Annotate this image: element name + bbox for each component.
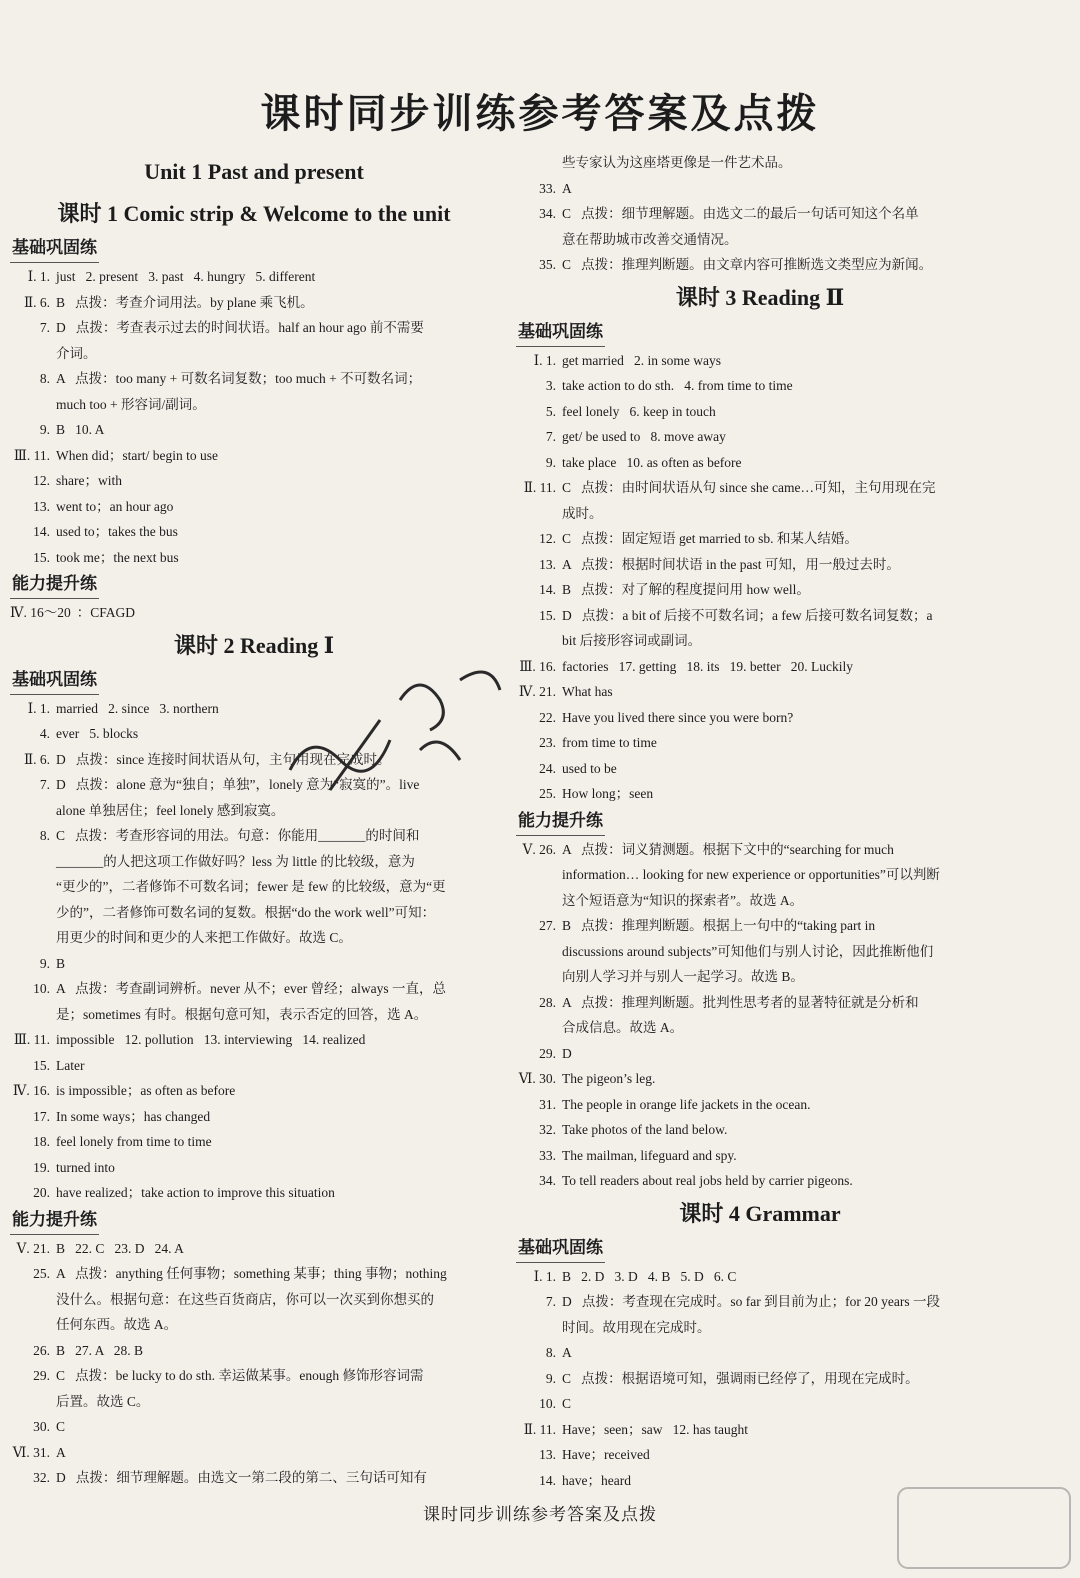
answer-line: [516, 1092, 1004, 1118]
answer-text: is impossible；as often as before: [56, 1083, 236, 1098]
section-heading: [516, 318, 1004, 346]
answer-line: [516, 1117, 1004, 1143]
answer-line: [10, 1414, 498, 1440]
answer-line: [516, 373, 1004, 399]
answer-number: 33.: [539, 180, 556, 196]
answer-line: [516, 501, 1004, 527]
answer-number: 30.: [33, 1419, 50, 1434]
answer-text: A 点拨：根据时间状语 in the past 可知，用一般过去时。: [562, 556, 900, 572]
lesson-title: 课时 3 Reading Ⅱ: [675, 284, 845, 310]
answer-text: information… looking for new experience or opportunities”可以判断: [562, 867, 940, 882]
answer-number: [10, 1287, 56, 1313]
section-title: 能力提升练: [516, 807, 605, 836]
answer-line: [516, 526, 1004, 552]
answer-number: 13.: [539, 556, 556, 572]
answer-text: To tell readers about real jobs held by carrier pigeons.: [562, 1173, 853, 1188]
answer-number: Ⅳ. 21.: [518, 684, 556, 699]
answer-text: married 2. since 3. northern: [56, 700, 219, 716]
answer-line: [516, 837, 1004, 863]
answer-text: take action to do sth. 4. from time to time: [562, 378, 793, 393]
answer-text: C 点拨：推理判断题。由文章内容可推断选文类型应为新闻。: [562, 257, 933, 272]
answer-text: 意在帮助城市改善交通情况。: [562, 231, 738, 247]
answer-text: B: [56, 955, 66, 971]
answer-line: [516, 252, 1004, 278]
section-title: 能力提升练: [10, 570, 99, 599]
answer-text: B 27. A 28. B: [56, 1342, 144, 1358]
section-title: 基础巩固练: [516, 318, 605, 347]
answer-number: 25.: [539, 786, 556, 801]
answer-number: [516, 1315, 562, 1341]
answer-text: How long；seen: [562, 786, 654, 801]
answer-line: [516, 756, 1004, 782]
answer-number: 29.: [33, 1368, 50, 1383]
answer-number: 19.: [33, 1159, 50, 1175]
answer-number: 20.: [33, 1185, 50, 1200]
answer-line: [10, 417, 498, 443]
answer-line: [10, 976, 498, 1002]
answer-text: 后置。故选 C。: [56, 1393, 150, 1409]
answer-number: Ⅰ. 1.: [533, 352, 556, 368]
answer-text: from time to time: [562, 735, 657, 750]
answer-text: B 点拨：对了解的程度提问用 how well。: [562, 582, 810, 597]
answer-number: 14.: [33, 524, 50, 539]
answer-number: [10, 900, 56, 926]
answer-text: took me；the next bus: [56, 549, 179, 565]
answer-number: 31.: [539, 1096, 556, 1112]
answer-text: A 点拨：推理判断题。批判性思考者的显著特征就是分析和: [562, 994, 919, 1010]
answer-line: [10, 1465, 498, 1491]
answer-text: used to；takes the bus: [56, 524, 178, 539]
right-column: [516, 150, 1004, 1493]
answer-line: [516, 348, 1004, 374]
answer-line: [516, 730, 1004, 756]
answer-text: 任何东西。故选 A。: [56, 1317, 178, 1332]
section-title: 基础巩固练: [516, 1234, 605, 1263]
answer-number: [516, 1015, 562, 1041]
answer-number: 17.: [33, 1108, 50, 1124]
answer-line: [10, 519, 498, 545]
answer-text: C 点拨：由时间状语从句 since she came…可知，主句用现在完: [562, 480, 936, 495]
answer-line: [10, 264, 498, 290]
answer-text: When did；start/ begin to use: [56, 447, 218, 463]
answer-line: [10, 468, 498, 494]
answer-text: What has: [562, 684, 613, 699]
answer-number: 34.: [539, 1173, 556, 1188]
answer-line: [516, 1168, 1004, 1194]
answer-number: 32.: [539, 1122, 556, 1137]
answer-text: C: [562, 1396, 572, 1411]
answer-line: [516, 990, 1004, 1016]
answer-number: 5.: [545, 403, 556, 419]
answer-number: Ⅱ. 6.: [23, 751, 50, 767]
answer-line: [10, 1312, 498, 1338]
answer-line: [10, 1287, 498, 1313]
answer-text: share；with: [56, 473, 122, 488]
answer-number: 8.: [39, 371, 50, 386]
answer-line: [10, 1389, 498, 1415]
answer-text: 成时。: [562, 505, 603, 521]
answer-number: 14.: [539, 582, 556, 597]
answer-line: [516, 939, 1004, 965]
answer-number: [516, 964, 562, 990]
answer-line: [10, 315, 498, 341]
answer-number: 12.: [33, 473, 50, 488]
answer-line: [516, 399, 1004, 425]
answer-line: [10, 341, 498, 367]
answer-text: 这个短语意为“知识的探索者”。故选 A。: [562, 892, 804, 908]
answer-number: 29.: [539, 1045, 556, 1061]
answer-number: 3.: [545, 378, 556, 393]
answer-line: [516, 176, 1004, 202]
answer-number: [516, 888, 562, 914]
answer-number: 7.: [39, 320, 50, 335]
answer-text: much too + 形容词/副词。: [56, 396, 206, 412]
answer-text: D 点拨：a bit of 后接不可数名词；a few 后接可数名词复数；a: [562, 607, 933, 623]
answer-number: [516, 150, 562, 176]
answer-line: [516, 1366, 1004, 1392]
answer-text: ever 5. blocks: [56, 726, 139, 741]
answer-number: 9.: [545, 454, 556, 470]
answer-text: C 点拨：细节理解题。由选文二的最后一句话可知这个名单: [562, 206, 919, 221]
answer-text: C 点拨：根据语境可知，强调雨已经停了，用现在完成时。: [562, 1370, 919, 1386]
answer-text: take place 10. as often as before: [562, 454, 742, 470]
answer-text: A 点拨：too many + 可数名词复数；too much + 不可数名词；: [56, 371, 422, 386]
section-heading: [10, 234, 498, 262]
section-heading: [10, 1206, 498, 1234]
answer-text: 合成信息。故选 A。: [562, 1020, 684, 1035]
answer-text: B 点拨：推理判断题。根据上一句中的“taking part in: [562, 918, 876, 933]
answer-line: [516, 781, 1004, 807]
section-heading: [516, 1234, 1004, 1262]
answer-text: went to；an hour ago: [56, 498, 174, 514]
answer-line: [10, 849, 498, 875]
answer-text: bit 后接形容词或副词。: [562, 633, 702, 648]
answer-number: Ⅱ. 6.: [23, 294, 50, 310]
answer-number: 26.: [33, 1342, 50, 1358]
answer-text: _______的人把这项工作做好吗？less 为 little 的比较级，意为: [56, 853, 415, 869]
answer-number: 8.: [39, 828, 50, 843]
lesson-title: 课时 2 Reading Ⅰ: [173, 632, 335, 658]
answer-line: [516, 1289, 1004, 1315]
answer-line: [516, 603, 1004, 629]
answer-line: [516, 552, 1004, 578]
answer-text: The pigeon’s leg.: [562, 1071, 656, 1086]
answer-number: 8.: [545, 1345, 556, 1360]
answer-number: 9.: [545, 1370, 556, 1386]
section-title: 能力提升练: [10, 1206, 99, 1235]
answer-number: Ⅵ. 30.: [518, 1071, 556, 1086]
answer-text: get/ be used to 8. move away: [562, 429, 726, 444]
answer-line: [516, 450, 1004, 476]
answer-text: C 点拨：固定短语 get married to sb. 和某人结婚。: [562, 531, 858, 546]
answer-line: [516, 1417, 1004, 1443]
answer-line: [10, 1104, 498, 1130]
answer-line: [516, 475, 1004, 501]
answer-number: [10, 1389, 56, 1415]
answer-line: [10, 1002, 498, 1028]
answer-text: used to be: [562, 760, 617, 776]
answer-number: Ⅵ. 31.: [12, 1444, 50, 1460]
answer-line: [10, 925, 498, 951]
answer-text: A 点拨：词义猜测题。根据下文中的“searching for much: [562, 841, 894, 857]
answer-text: have；heard: [562, 1472, 631, 1488]
lesson-title: 课时 4 Grammar: [679, 1200, 841, 1226]
answer-number: [516, 939, 562, 965]
answer-number: [516, 862, 562, 888]
handwritten-scribble: [270, 640, 510, 800]
answer-line: [10, 951, 498, 977]
answer-text: ：CFAGD: [76, 605, 136, 620]
answer-text: 些专家认为这座塔更像是一件艺术品。: [562, 155, 792, 170]
answer-number: [10, 1002, 56, 1028]
answer-line: [10, 1078, 498, 1104]
answer-line: [10, 1236, 498, 1262]
answer-text: turned into: [56, 1159, 115, 1175]
answer-number: 32.: [33, 1470, 50, 1485]
answer-number: [10, 341, 56, 367]
answer-line: [516, 862, 1004, 888]
answer-number: 7.: [545, 1294, 556, 1309]
answer-text: get married 2. in some ways: [562, 352, 721, 368]
answer-text: alone 单独居住；feel lonely 感到寂寞。: [56, 802, 285, 818]
answer-line: [10, 290, 498, 316]
answer-text: just 2. present 3. past 4. hungry 5. different: [56, 269, 316, 284]
answer-line: [516, 150, 1004, 176]
answer-line: [516, 964, 1004, 990]
answer-line: [516, 1015, 1004, 1041]
answer-line: [10, 1053, 498, 1079]
answer-text: C 点拨：be lucky to do sth. 幸运做某事。enough 修饰形容词需: [56, 1368, 424, 1383]
answer-text: The mailman, lifeguard and spy.: [562, 1147, 737, 1163]
answer-text: Have you lived there since you were born?: [562, 709, 794, 725]
left-column: [10, 150, 498, 1491]
answer-line: [516, 1264, 1004, 1290]
answer-text: B 10. A: [56, 422, 105, 437]
answer-number: 28.: [539, 994, 556, 1010]
answer-line: [10, 1180, 498, 1206]
answer-text: B 2. D 3. D 4. B 5. D 6. C: [562, 1268, 737, 1284]
answer-line: [516, 424, 1004, 450]
answer-number: 34.: [539, 206, 556, 221]
answer-number: [10, 392, 56, 418]
answer-line: [516, 705, 1004, 731]
unit-title: Unit 1 Past and present: [144, 159, 364, 184]
answer-line: [516, 1340, 1004, 1366]
answer-text: A 点拨：考查副词辨析。never 从不；ever 曾经；always 一直，总: [56, 981, 446, 996]
answer-number: [10, 925, 56, 951]
answer-number: Ⅱ. 11.: [523, 480, 556, 495]
answer-line: [10, 366, 498, 392]
answer-number: 15.: [33, 1057, 50, 1073]
answer-text: “更少的”，二者修饰不可数名词；fewer 是 few 的比较级，意为“更: [56, 879, 446, 894]
answer-number: 22.: [539, 709, 556, 725]
answer-number: Ⅰ. 1.: [27, 700, 50, 716]
answer-line: [10, 392, 498, 418]
answer-number: Ⅳ. 16.: [12, 1083, 50, 1098]
answer-text: discussions around subjects”可知他们与别人讨论，因此推断他们: [562, 943, 934, 959]
answer-text: D: [562, 1045, 572, 1061]
answer-number: 24.: [539, 760, 556, 776]
answer-number: 23.: [539, 735, 556, 750]
answer-text: The people in orange life jackets in the ocean.: [562, 1096, 811, 1112]
answer-number: 13.: [33, 498, 50, 514]
answer-line: [10, 823, 498, 849]
section-title: 基础巩固练: [10, 666, 99, 695]
answer-line: [10, 545, 498, 571]
answer-number: 25.: [33, 1266, 50, 1281]
answer-number: 15.: [33, 549, 50, 565]
answer-number: Ⅲ. 11.: [13, 1032, 50, 1047]
answer-number: Ⅳ. 16～20: [10, 605, 71, 620]
answer-line: [516, 577, 1004, 603]
answer-number: 10.: [539, 1396, 556, 1411]
page-title: 课时同步训练参考答案及点拨: [260, 91, 820, 137]
answer-text: A: [562, 180, 572, 196]
answer-line: [516, 628, 1004, 654]
answer-text: D 点拨：考查现在完成时。so far 到目前为止；for 20 years 一段: [562, 1294, 940, 1309]
answer-number: [10, 798, 56, 824]
answer-number: [10, 874, 56, 900]
answer-line: [10, 1261, 498, 1287]
answer-text: Have；seen；saw 12. has taught: [562, 1421, 748, 1437]
answer-text: A: [56, 1444, 66, 1460]
answer-text: B 22. C 23. D 24. A: [56, 1240, 184, 1256]
answer-number: Ⅰ. 1.: [533, 1268, 556, 1284]
answer-text: feel lonely 6. keep in touch: [562, 403, 716, 419]
answer-line: [516, 1066, 1004, 1092]
answer-line: [516, 654, 1004, 680]
answer-text: A: [562, 1345, 572, 1360]
answer-line: [10, 798, 498, 824]
answer-text: C: [56, 1419, 66, 1434]
answer-line: [516, 1315, 1004, 1341]
answer-number: Ⅲ. 16.: [519, 658, 556, 674]
lesson-title: 课时 1 Comic strip & Welcome to the unit: [57, 201, 451, 226]
answer-number: 14.: [539, 1472, 556, 1488]
answer-number: 9.: [39, 955, 50, 971]
answer-number: Ⅴ. 26.: [522, 841, 556, 857]
answer-text: factories 17. getting 18. its 19. better 20. Luckily: [562, 658, 853, 674]
answer-text: impossible 12. pollution 13. interviewing 14. realized: [56, 1032, 366, 1047]
answer-number: Ⅴ. 21.: [16, 1240, 50, 1256]
answer-line: [10, 1027, 498, 1053]
answer-number: 12.: [539, 531, 556, 546]
answer-number: 13.: [539, 1447, 556, 1462]
answer-text: A 点拨：anything 任何事物；something 某事；thing 事物；nothing: [56, 1266, 447, 1281]
answer-line: [516, 913, 1004, 939]
answer-number: 9.: [39, 422, 50, 437]
answer-line: [10, 443, 498, 469]
answer-number: [516, 628, 562, 654]
answer-line: [516, 1442, 1004, 1468]
answer-text: Take photos of the land below.: [562, 1122, 728, 1137]
answer-text: D 点拨：alone 意为“独自；单独”，lonely 意为“寂寞的”。live: [56, 777, 420, 792]
answer-number: [10, 849, 56, 875]
answer-number: 15.: [539, 607, 556, 623]
answer-text: 是；sometimes 有时。根据句意可知，表示否定的回答，选 A。: [56, 1006, 428, 1022]
answer-number: 18.: [33, 1134, 50, 1149]
answer-line: [10, 1338, 498, 1364]
answer-line: [10, 1129, 498, 1155]
answer-number: [516, 227, 562, 253]
answer-text: D 点拨：考查表示过去的时间状语。half an hour ago 前不需要: [56, 320, 424, 335]
watermark-logo: [896, 1486, 1072, 1570]
answer-number: 7.: [39, 777, 50, 792]
answer-text: D 点拨：since 连接时间状语从句，主句用现在完成时。: [56, 751, 391, 767]
answer-line: [10, 1155, 498, 1181]
answer-number: Ⅱ. 11.: [523, 1421, 556, 1437]
answer-text: C 点拨：考查形容词的用法。句意：你能用_______的时间和: [56, 828, 420, 843]
answer-number: [516, 501, 562, 527]
section-title: 基础巩固练: [10, 234, 99, 263]
answer-line: [10, 1440, 498, 1466]
answer-line: [516, 201, 1004, 227]
answer-text: feel lonely from time to time: [56, 1134, 212, 1149]
answer-line: [516, 1041, 1004, 1067]
answer-text: 没什么。根据句意：在这些百货商店，你可以一次买到你想买的: [56, 1291, 434, 1307]
answer-line: [10, 600, 498, 626]
answer-text: B 点拨：考查介词用法。by plane 乘飞机。: [56, 294, 314, 310]
answer-text: D 点拨：细节理解题。由选文一第二段的第二、三句话可知有: [56, 1470, 427, 1485]
answer-line: [516, 227, 1004, 253]
answer-text: 用更少的时间和更少的人来把工作做好。故选 C。: [56, 930, 352, 945]
answer-text: have realized；take action to improve this situation: [56, 1185, 335, 1200]
answer-line: [516, 888, 1004, 914]
answer-number: 27.: [539, 918, 556, 933]
section-heading: [516, 807, 1004, 835]
answer-number: 33.: [539, 1147, 556, 1163]
answer-number: Ⅰ. 1.: [27, 269, 50, 284]
answer-text: 向别人学习并与别人一起学习。故选 B。: [562, 969, 804, 984]
answer-number: [10, 1312, 56, 1338]
answer-text: 介词。: [56, 345, 97, 361]
answer-line: [516, 1391, 1004, 1417]
answer-number: 4.: [39, 726, 50, 741]
answer-line: [516, 679, 1004, 705]
answer-line: [10, 1363, 498, 1389]
answer-number: Ⅲ. 11.: [13, 447, 50, 463]
page-footer: 课时同步训练参考答案及点拨: [423, 1505, 657, 1525]
answer-line: [10, 900, 498, 926]
answer-text: Have；received: [562, 1447, 650, 1462]
section-heading: [10, 570, 498, 598]
answer-number: 35.: [539, 257, 556, 272]
answer-text: 时间。故用现在完成时。: [562, 1319, 711, 1335]
answer-number: 7.: [545, 429, 556, 444]
answer-text: 少的”，二者修饰可数名词的复数。根据“do the work well”可知：: [56, 904, 436, 920]
answer-text: Later: [56, 1057, 85, 1073]
answer-text: In some ways；has changed: [56, 1108, 211, 1124]
answer-number: 10.: [33, 981, 50, 996]
answer-line: [10, 874, 498, 900]
answer-line: [10, 494, 498, 520]
answer-line: [516, 1143, 1004, 1169]
